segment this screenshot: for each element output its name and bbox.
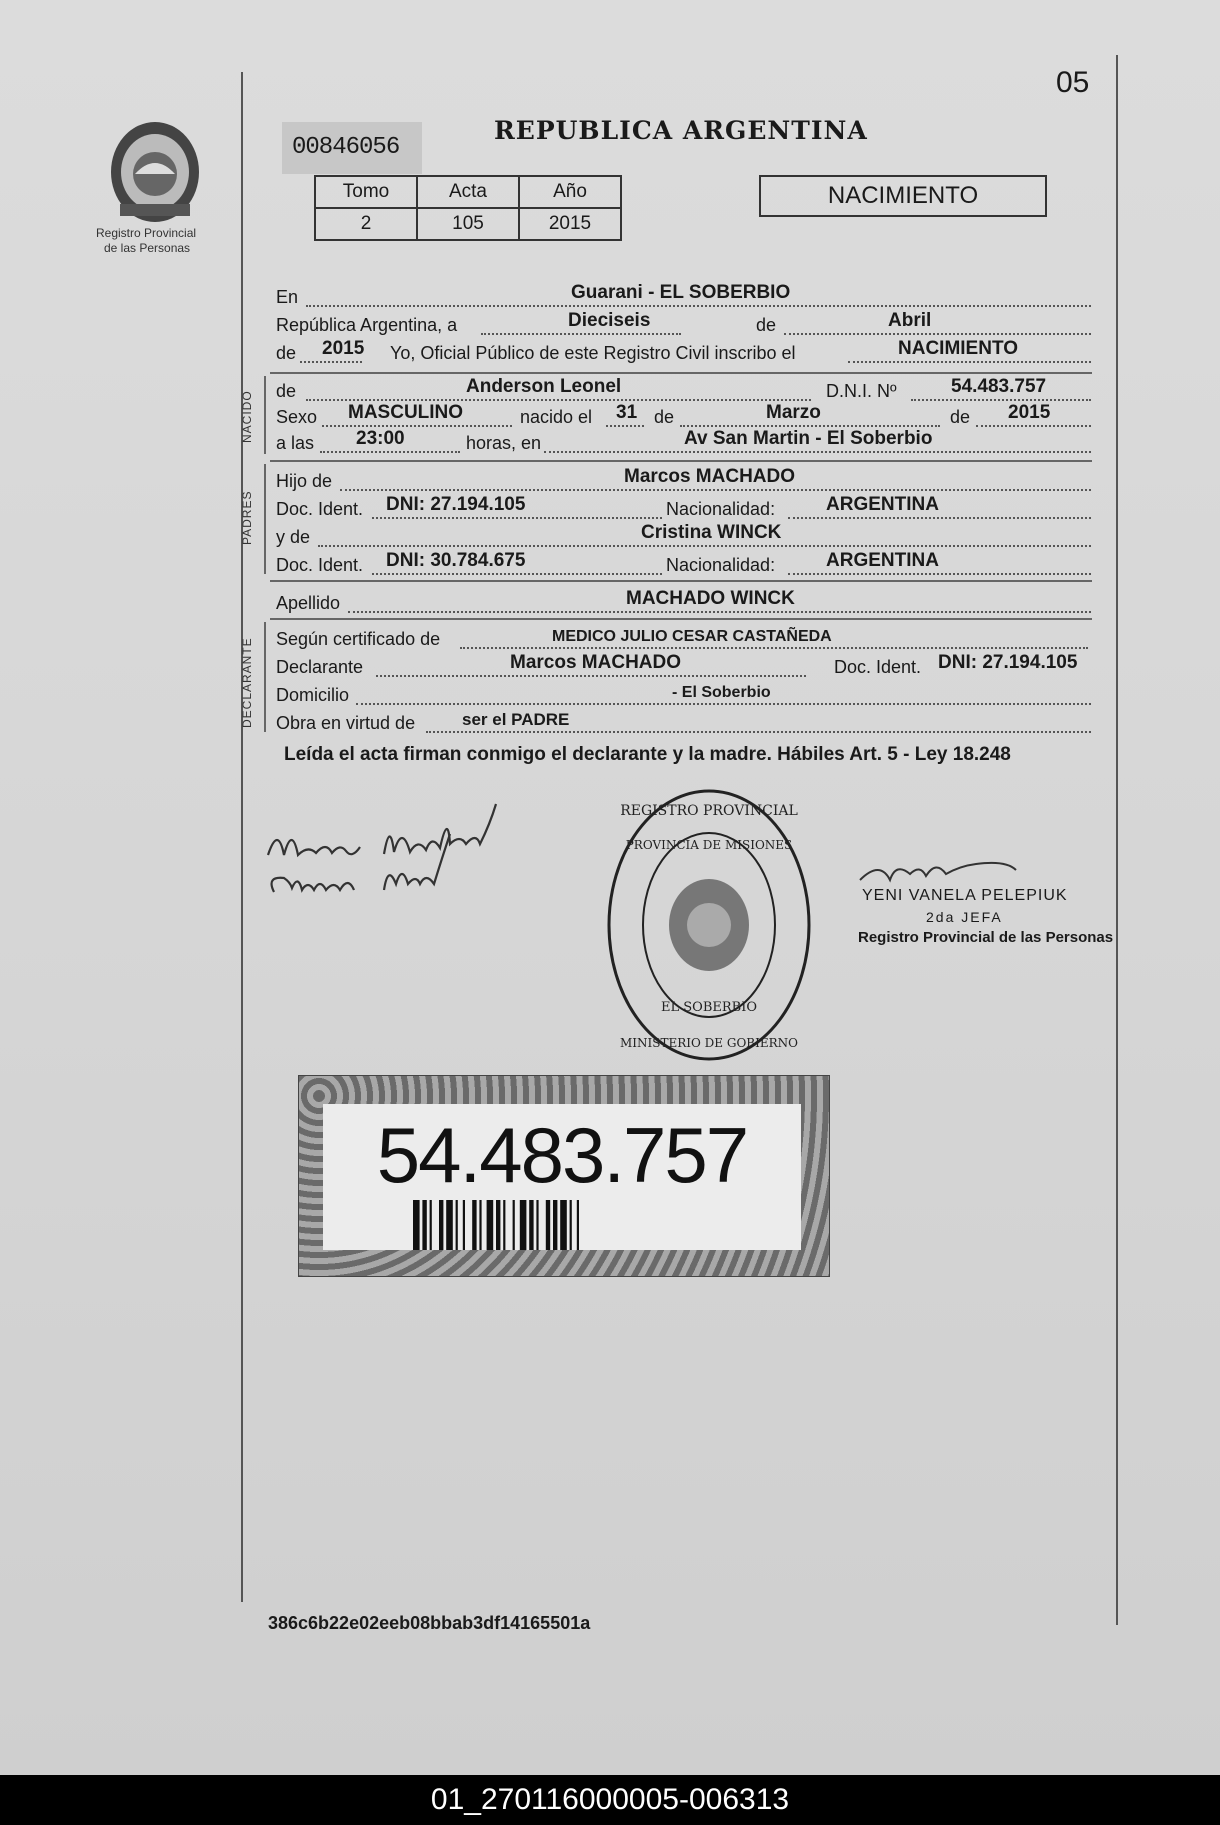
mother-name-value: Cristina WINCK: [641, 522, 782, 543]
de-year-label: de: [276, 343, 297, 363]
domicile-line: [276, 682, 1091, 708]
date-line: [276, 312, 1091, 338]
de-name-label: de: [276, 381, 297, 401]
domicilio-label: Domicilio: [276, 685, 350, 705]
svg-text:EL SOBERBIO: EL SOBERBIO: [661, 1000, 757, 1015]
tomo-value: 2: [315, 208, 417, 240]
hijo-de-label: Hijo de: [276, 471, 333, 491]
official-role: 2da JEFA: [926, 909, 1003, 925]
sexo-label: Sexo: [276, 407, 318, 427]
official-office: Registro Provincial de las Personas: [858, 929, 1114, 946]
certificate-line: [276, 626, 1091, 652]
mother-nationality-value: ARGENTINA: [826, 550, 939, 571]
father-doc-label: Doc. Ident.: [276, 499, 364, 519]
de-label: de: [756, 315, 777, 335]
left-margin-line: [241, 72, 243, 1602]
official-name: YENI VANELA PELEPIUK: [862, 887, 1068, 904]
record-type-box: NACIMIENTO: [759, 175, 1047, 217]
acta-header: Acta: [417, 176, 519, 208]
parents-signature: [260, 800, 600, 910]
barcode-number: 54.483.757: [376, 1111, 748, 1199]
republica-label: República Argentina, a: [276, 315, 458, 335]
alas-label: a las: [276, 433, 315, 453]
sexo-value: MASCULINO: [348, 402, 464, 423]
father-doc-line: [276, 496, 1091, 522]
child-dni-value: 54.483.757: [951, 376, 1047, 397]
legal-statement: Leída el acta firman conmigo el declarante y la madre. Hábiles Art. 5 - Ley 18.248: [284, 744, 1011, 765]
mother-line: [276, 524, 1091, 550]
section-divider: [270, 618, 1092, 620]
month-value: Abril: [888, 310, 932, 331]
right-margin-line: [1116, 55, 1118, 1625]
obra-label: Obra en virtud de: [276, 713, 416, 733]
padres-bar: [264, 464, 266, 574]
surname-line: [276, 590, 1091, 616]
father-line: [276, 468, 1091, 494]
y-de-label: y de: [276, 527, 311, 547]
acta-value: 105: [417, 208, 519, 240]
document-hash: 386c6b22e02eeb08bbab3df14165501a: [268, 1613, 591, 1633]
nacido-section-label: NACIDO: [240, 390, 254, 443]
father-name-value: Marcos MACHADO: [624, 466, 796, 487]
declarante-label: Declarante: [276, 657, 364, 677]
declarant-doc-label: Doc. Ident.: [834, 657, 922, 677]
declarant-value: Marcos MACHADO: [510, 652, 682, 673]
barcode-label: [323, 1104, 801, 1250]
document-title: REPUBLICA ARGENTINA: [494, 116, 868, 145]
book-reference-table: [314, 175, 622, 241]
horas-en-label: horas, en: [466, 433, 542, 453]
dni-barcode-sticker: [298, 1075, 830, 1277]
certificado-label: Según certificado de: [276, 629, 441, 649]
tomo-header: Tomo: [315, 176, 417, 208]
svg-text:PROVINCIA DE MISIONES: PROVINCIA DE MISIONES: [625, 838, 793, 852]
father-nationality-label: Nacionalidad:: [666, 499, 776, 519]
declarant-line: [276, 654, 1091, 680]
svg-text:MINISTERIO DE GOBIERNO: MINISTERIO DE GOBIERNO: [620, 1036, 798, 1050]
birth-day-value: 31: [616, 402, 638, 423]
en-label: En: [276, 287, 299, 307]
declarant-doc-value: DNI: 27.194.105: [938, 652, 1078, 673]
place-line: [276, 284, 1091, 310]
birth-place-value: Av San Martin - El Soberbio: [684, 428, 933, 449]
serial-number: 00846056: [282, 122, 422, 174]
child-name-value: Anderson Leonel: [466, 376, 622, 397]
birth-time-line: [276, 430, 1091, 456]
declarante-bar: [264, 622, 266, 732]
official-stamp-seal: [604, 785, 814, 1065]
nacido-el-label: nacido el: [520, 407, 593, 427]
birth-year-value: 2015: [1008, 402, 1051, 423]
de-birth-month-label: de: [654, 407, 675, 427]
domicile-value: - El Soberbio: [672, 684, 771, 701]
certificate-value: MEDICO JULIO CESAR CASTAÑEDA: [552, 628, 832, 645]
de-birth-year-label: de: [950, 407, 971, 427]
father-doc-value: DNI: 27.194.105: [386, 494, 526, 515]
logo-caption-line-1: Registro Provincial: [96, 226, 197, 240]
birth-time-value: 23:00: [356, 428, 405, 449]
mother-doc-line: [276, 552, 1091, 578]
mother-nationality-label: Nacionalidad:: [666, 555, 776, 575]
file-id-footer: 01_270116000005-006313: [0, 1775, 1220, 1825]
provincial-shield-logo: [100, 112, 210, 224]
mother-doc-label: Doc. Ident.: [276, 555, 364, 575]
anio-header: Año: [519, 176, 621, 208]
anio-value: 2015: [519, 208, 621, 240]
apellido-label: Apellido: [276, 593, 341, 613]
surname-value: MACHADO WINCK: [626, 588, 795, 609]
inscribo-value: NACIMIENTO: [898, 338, 1018, 359]
section-divider: [270, 460, 1092, 462]
day-words-value: Dieciseis: [568, 310, 651, 331]
page-number: 05: [1056, 66, 1090, 99]
birth-month-value: Marzo: [766, 402, 821, 423]
dni-label: D.N.I. Nº: [826, 381, 897, 401]
year-value: 2015: [322, 338, 365, 359]
capacity-value: ser el PADRE: [462, 710, 570, 729]
name-line: [276, 378, 1091, 404]
father-nationality-value: ARGENTINA: [826, 494, 939, 515]
birth-line: [276, 404, 1091, 430]
registration-line: [276, 340, 1091, 366]
mother-doc-value: DNI: 30.784.675: [386, 550, 526, 571]
section-divider: [270, 372, 1092, 374]
place-value: Guarani - EL SOBERBIO: [571, 282, 791, 303]
nacido-bar: [264, 376, 266, 454]
capacity-line: [276, 710, 1091, 736]
barcode-bars: [413, 1200, 713, 1250]
logo-caption-line-2: de las Personas: [104, 241, 191, 255]
section-divider: [270, 580, 1092, 582]
declarante-section-label: DECLARANTE: [240, 637, 254, 728]
padres-section-label: PADRES: [240, 490, 254, 545]
svg-text:REGISTRO PROVINCIAL: REGISTRO PROVINCIAL: [620, 803, 798, 819]
inscribo-label: Yo, Oficial Público de este Registro Civil inscribo el: [390, 343, 796, 363]
